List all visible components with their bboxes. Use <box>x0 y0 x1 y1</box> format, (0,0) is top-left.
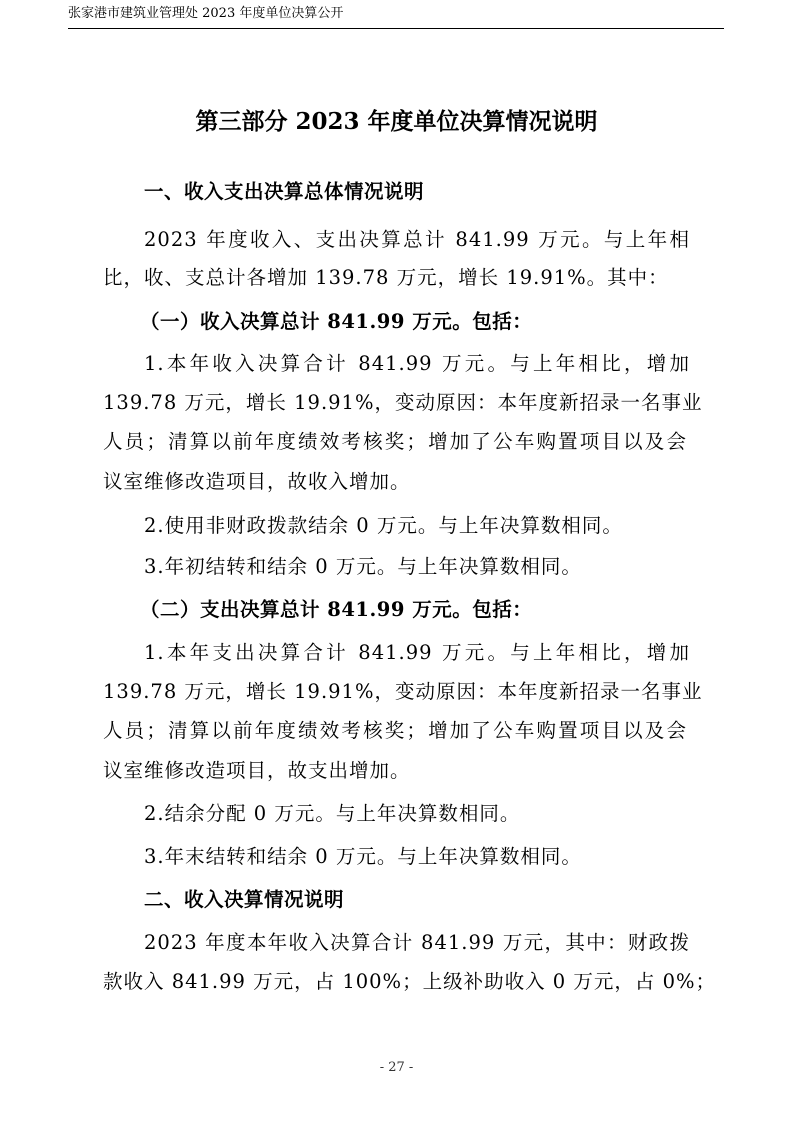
header-text: 张家港市建筑业管理处 2023 年度单位决算公开 <box>68 6 344 21</box>
paragraph-line: 2023 年度本年收入决算合计 841.99 万元，其中：财政拨 <box>144 931 690 954</box>
paragraph-line: 2.使用非财政拨款结余 0 万元。与上年决算数相同。 <box>144 514 623 537</box>
paragraph-line: 人员；清算以前年度绩效考核奖；增加了公车购置项目以及会 <box>103 719 687 742</box>
paragraph-line: 139.78 万元，增长 19.91%，变动原因：本年度新招录一名事业 <box>103 391 703 414</box>
paragraph-line: 议室维修改造项目，故支出增加。 <box>103 759 411 782</box>
paragraph-line: 2.结余分配 0 万元。与上年决算数相同。 <box>144 802 521 825</box>
paragraph-line: 1.本年收入决算合计 841.99 万元。与上年相比，增加 <box>144 352 690 375</box>
page-title: 第三部分 2023 年度单位决算情况说明 <box>195 108 598 135</box>
paragraph-line: 1.本年支出决算合计 841.99 万元。与上年相比，增加 <box>144 641 690 664</box>
paragraph-line: 139.78 万元，增长 19.91%，变动原因：本年度新招录一名事业 <box>103 680 703 703</box>
paragraph-line: 3.年末结转和结余 0 万元。与上年决算数相同。 <box>144 845 582 868</box>
section-1-heading: 一、收入支出决算总体情况说明 <box>144 180 425 203</box>
paragraph-line: 比，收、支总计各增加 139.78 万元，增长 19.91%。其中： <box>103 266 669 289</box>
expense-heading: （二）支出决算总计 841.99 万元。包括： <box>140 598 533 621</box>
page-number: - 27 - <box>379 1060 414 1075</box>
paragraph-line: 2023 年度收入、支出决算总计 841.99 万元。与上年相 <box>144 228 690 251</box>
header-rule <box>68 28 724 29</box>
income-heading: （一）收入决算总计 841.99 万元。包括： <box>140 310 533 333</box>
paragraph-line: 议室维修改造项目，故收入增加。 <box>103 470 411 493</box>
section-2-heading: 二、收入决算情况说明 <box>144 888 345 911</box>
paragraph-line: 3.年初结转和结余 0 万元。与上年决算数相同。 <box>144 555 582 578</box>
paragraph-line: 款收入 841.99 万元，占 100%；上级补助收入 0 万元，占 0%； <box>103 970 717 993</box>
paragraph-line: 人员；清算以前年度绩效考核奖；增加了公车购置项目以及会 <box>103 430 687 453</box>
